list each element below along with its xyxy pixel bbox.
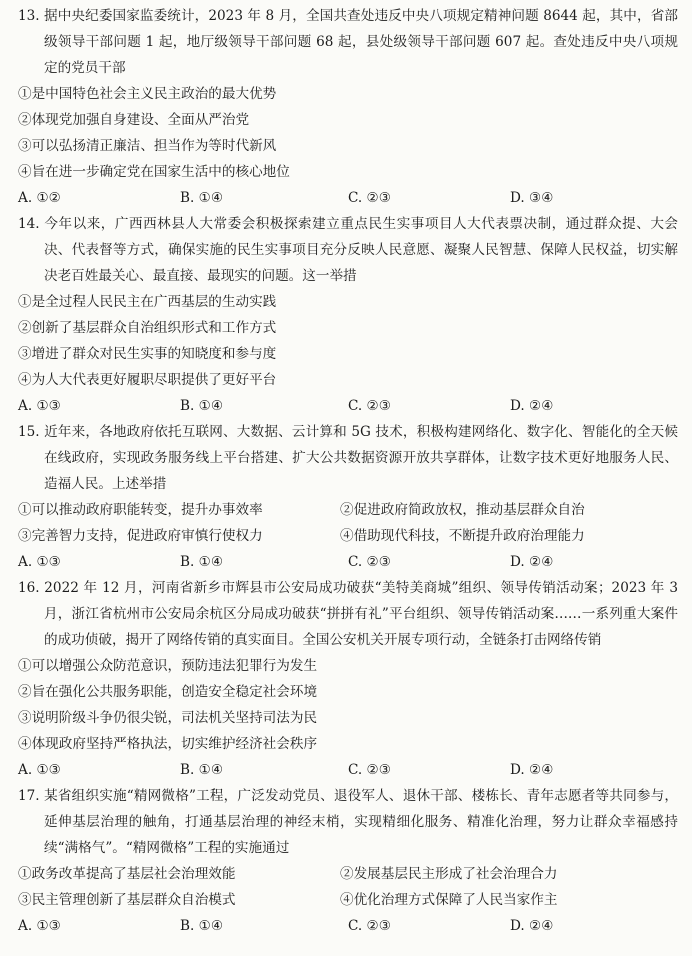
option-1: ①是全过程人民民主在广西基层的生动实践 [18, 294, 277, 310]
choice-c[interactable]: C. ②③ [348, 762, 391, 778]
option-4: ④优化治理方式保障了人民当家作主 [340, 892, 558, 908]
option-3: ③民主管理创新了基层群众自治模式 [18, 892, 236, 908]
answer-choices [0, 185, 692, 211]
option-4: ④旨在进一步确定党在国家生活中的核心地位 [18, 164, 290, 180]
question-13 [0, 3, 692, 211]
option-row [0, 861, 692, 887]
option-2: ②旨在强化公共服务职能，创造安全稳定社会环境 [18, 684, 318, 700]
question-stem: 17. 某省组织实施“精网微格”工程，广泛发动党员、退役军人、退休干部、楼栋长、青年志愿者等共同参与，延伸基层治理的触角，打通基层治理的神经末梢，实现精细化服务、精准化治理，努力让群众幸福感持续“满格气”。“精网微格”工程的实施通过 [18, 788, 678, 856]
option-4: ④体现政府坚持严格执法，切实维护经济社会秩序 [18, 736, 318, 752]
choice-c[interactable]: C. ②③ [348, 190, 391, 206]
choice-b[interactable]: B. ①④ [180, 190, 224, 206]
choice-d[interactable]: D. ②④ [510, 398, 554, 414]
option-2: ②创新了基层群众自治组织形式和工作方式 [18, 320, 277, 336]
question-16 [0, 575, 692, 783]
question-stem: 15. 近年来，各地政府依托互联网、大数据、云计算和 5G 技术，积极构建网络化、数字化、智能化的全天候在线政府，实现政务服务线上平台搭建、扩大公共数据资源开放共享群体，让数字技术更好地服务人民、造福人民。上述举措 [18, 424, 678, 492]
question-17 [0, 783, 692, 939]
choice-b[interactable]: B. ①④ [180, 762, 224, 778]
choice-a[interactable]: A. ①③ [18, 554, 61, 570]
choice-d[interactable]: D. ②④ [510, 762, 554, 778]
answer-choices [0, 549, 692, 575]
option-3: ③可以弘扬清正廉洁、担当作为等时代新风 [18, 138, 277, 154]
choice-c[interactable]: C. ②③ [348, 918, 391, 934]
option-row [0, 523, 692, 549]
option-2: ②发展基层民主形成了社会治理合力 [340, 866, 558, 882]
question-15 [0, 419, 692, 575]
choice-d[interactable]: D. ②④ [510, 918, 554, 934]
exam-page [0, 3, 692, 939]
choice-b[interactable]: B. ①④ [180, 554, 224, 570]
option-2: ②促进政府简政放权，推动基层群众自治 [340, 502, 585, 518]
question-stem: 14. 今年以来，广西西林县人大常委会积极探索建立重点民生实事项目人大代表票决制，通过群众提、大会决、代表督等方式，确保实施的民生实事项目充分反映人民意愿、凝聚人民智慧、保障人民权益，切实解决老百姓最关心、最直接、最现实的问题。这一举措 [18, 216, 678, 284]
option-1: ①可以增强公众防范意识，预防违法犯罪行为发生 [18, 658, 318, 674]
question-14 [0, 211, 692, 419]
option-1: ①政务改革提高了基层社会治理效能 [18, 866, 236, 882]
option-row [0, 497, 692, 523]
choice-c[interactable]: C. ②③ [348, 398, 391, 414]
option-3: ③说明阶级斗争仍很尖锐，司法机关坚持司法为民 [18, 710, 318, 726]
choice-d[interactable]: D. ③④ [510, 190, 554, 206]
option-4: ④为人大代表更好履职尽职提供了更好平台 [18, 372, 277, 388]
answer-choices [0, 913, 692, 939]
choice-c[interactable]: C. ②③ [348, 554, 391, 570]
option-3: ③完善智力支持，促进政府审慎行使权力 [18, 528, 263, 544]
question-stem: 13. 据中央纪委国家监委统计，2023 年 8 月，全国共查处违反中央八项规定精神问题 8644 起，其中，省部级领导干部问题 1 起，地厅级领导干部问题 68 起，县处级领导干部问题 607 起。查处违反中央八项规定的党员干部 [18, 8, 678, 76]
answer-choices [0, 393, 692, 419]
choice-b[interactable]: B. ①④ [180, 398, 224, 414]
choice-b[interactable]: B. ①④ [180, 918, 224, 934]
choice-a[interactable]: A. ①② [18, 190, 61, 206]
choice-a[interactable]: A. ①③ [18, 918, 61, 934]
choice-a[interactable]: A. ①③ [18, 398, 61, 414]
option-row [0, 887, 692, 913]
option-1: ①可以推动政府职能转变，提升办事效率 [18, 502, 263, 518]
option-1: ①是中国特色社会主义民主政治的最大优势 [18, 86, 277, 102]
option-3: ③增进了群众对民生实事的知晓度和参与度 [18, 346, 277, 362]
choice-a[interactable]: A. ①③ [18, 762, 61, 778]
answer-choices [0, 757, 692, 783]
option-4: ④借助现代科技，不断提升政府治理能力 [340, 528, 585, 544]
option-2: ②体现党加强自身建设、全面从严治党 [18, 112, 250, 128]
question-stem: 16. 2022 年 12 月，河南省新乡市辉县市公安局成功破获“美特美商城”组织、领导传销活动案；2023 年 3 月，浙江省杭州市公安局余杭区分局成功破获“拼拼有礼”平台组织、领导传销活动案……一系列重大案件的成功侦破，揭开了网络传销的真实面目。全国公安机关开展专项行动，全链条打击网络传销 [18, 580, 678, 648]
choice-d[interactable]: D. ②④ [510, 554, 554, 570]
